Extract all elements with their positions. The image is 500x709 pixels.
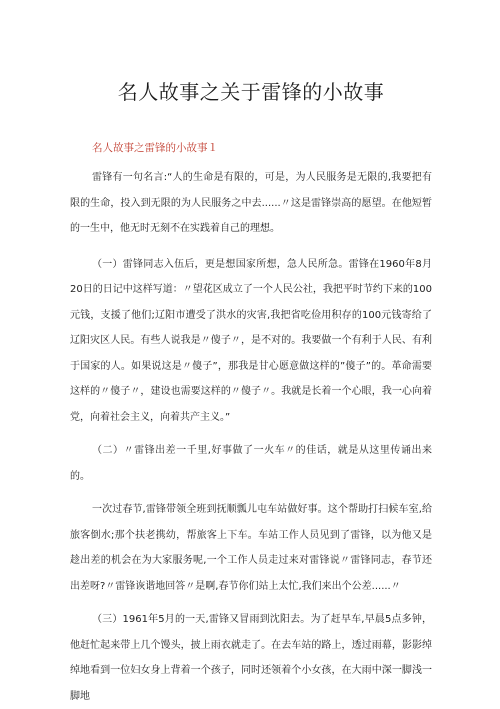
paragraph-story-3: （三）1961年5月的一天,雷锋又冒雨到沈阳去。为了赶早车,早晨5点多钟，他赶忙起来带上几个馒头，披上雨衣就走了。在去车站的路上，透过雨幕，影影绰绰地看到一位妇女身上背着一个孩子，同时还领着个小女孩，在大雨中深一脚浅一脚地 [70, 614, 432, 702]
document-title: 名人故事之关于雷锋的小故事 [117, 80, 385, 104]
section-subtitle: 名人故事之雷锋的小故事１ [92, 142, 218, 154]
paragraph-story-1: （一）雷锋同志入伍后，更是想国家所想，急人民所急。雷锋在1960年8月20日的日记中这样写道：〃望花区成立了一个人民公社，我把平时节约下来的100元钱，支援了他们;辽阳市遭受了洪水的灾害,我把省吃俭用积存的100元钱寄给了辽阳灾区人民。有些人说我是〃傻子〃，是不对的。我要做一个有利于人民、有利于国家的人。如果说这是〃傻子”，那我是甘心愿意做这样的”傻子”的。革命需要这样的〃傻子〃，建设也需要这样的〃傻子〃。我就是长着一个心眼，我一心向着党，向着社会主义，向着共产主义。” [70, 258, 432, 423]
paragraph-intro: 雷锋有一句名言:“人的生命是有限的，可是，为人民服务是无限的,我要把有限的生命，投入到无限的为人民服务之中去......〃这是雷锋崇高的愿望。在他短暂的一生中，他无时无刻不在实践着自己的理想。 [70, 172, 432, 234]
paragraph-story-2-body: 一次过春节,雷锋带领全班到抚顺瓢儿屯车站做好事。这个帮助打扫候车室,给旅客倒水;那个扶老携幼，帮旅客上下车。车站工作人员见到了雷锋，以为他又是趁出差的机会在为大家服务呢,一个工作人员走过来对雷锋说〃雷锋同志，春节还出差呀?〃雷锋诙谐地回答〃是啊,春节你们站上太忙,我们来出个公差......〃 [70, 504, 432, 592]
paragraph-story-2-heading: （二）〃雷锋出差一千里,好事做了一火车〃的佳话，就是从这里传诵出来的。 [70, 445, 432, 482]
